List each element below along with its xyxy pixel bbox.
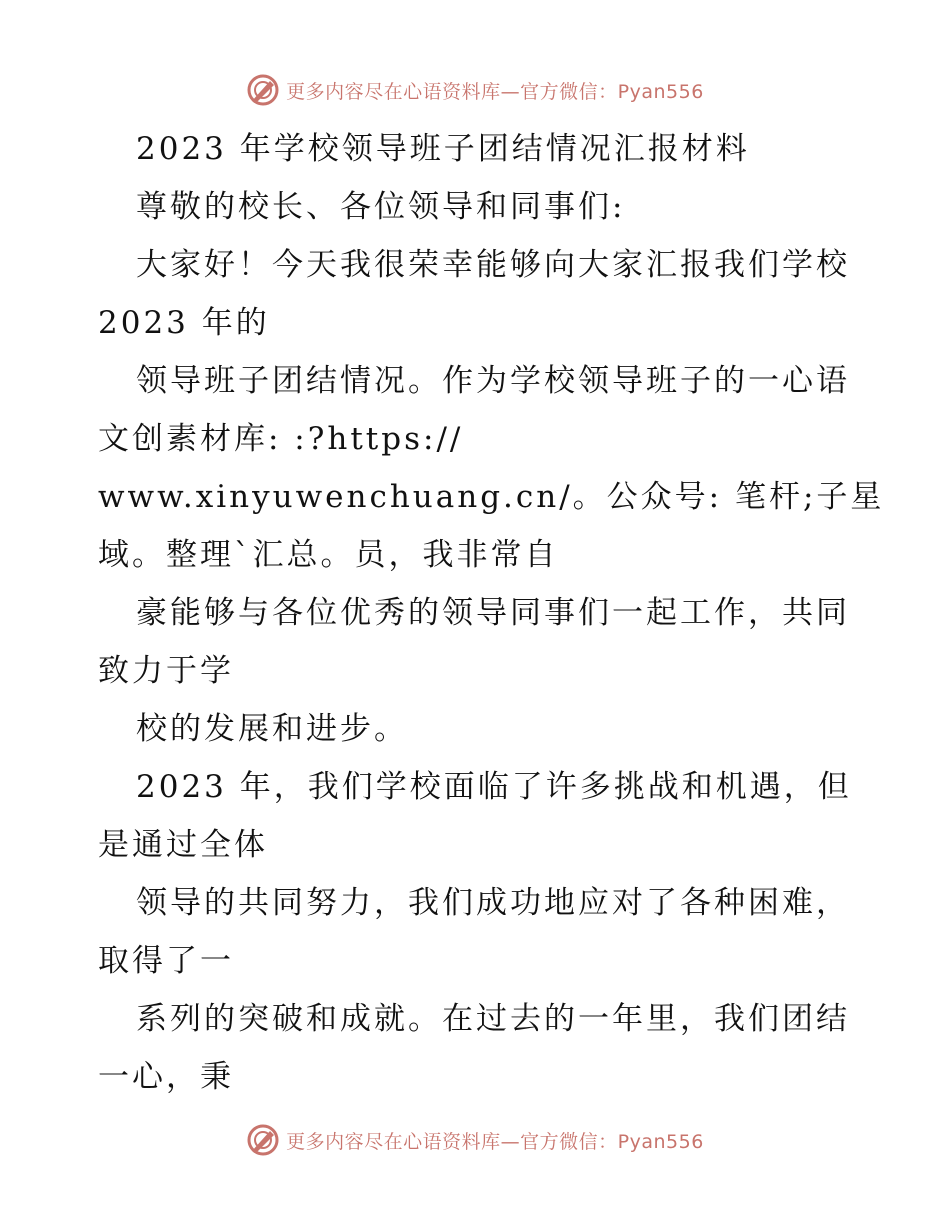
footer-banner [0,1120,950,1160]
doc-line: 领导的共同努力，我们成功地应对了各种困难， [136,885,850,921]
doc-line: 系列的突破和成就。在过去的一年里，我们团结 [136,1001,850,1037]
doc-line: 豪能够与各位优秀的领导同事们一起工作，共同 [136,595,850,631]
doc-line: 取得了一 [98,943,234,979]
header-banner [0,70,950,110]
doc-line: 2023 年，我们学校面临了许多挑战和机遇，但 [136,769,852,805]
doc-line: 是通过全体 [98,827,268,863]
doc-line: 尊敬的校长、各位领导和同事们: [136,189,626,225]
doc-line: 大家好！今天我很荣幸能够向大家汇报我们学校 [136,247,850,283]
doc-line: 域。整理`汇总。员，我非常自 [98,537,559,573]
pen-logo-icon [246,73,280,107]
doc-line: 校的发展和进步。 [136,711,408,747]
banner-text: 更多内容尽在心语资料库—官方微信：Pyan556 [286,1130,704,1153]
doc-line: 文创素材库: :?https:// [98,421,464,457]
doc-line: www.xinyuwenchuang.cn/。公众号: 笔杆;子星 [98,479,885,515]
document-body [98,120,885,1106]
doc-line: 领导班子团结情况。作为学校领导班子的一心语 [136,363,850,399]
doc-line: 一心，秉 [98,1059,234,1095]
doc-line: 2023 年的 [98,305,270,341]
pen-logo-icon [246,1123,280,1157]
doc-line: 2023 年学校领导班子团结情况汇报材料 [136,131,750,167]
banner-text: 更多内容尽在心语资料库—官方微信：Pyan556 [286,80,704,103]
doc-line: 致力于学 [98,653,234,689]
